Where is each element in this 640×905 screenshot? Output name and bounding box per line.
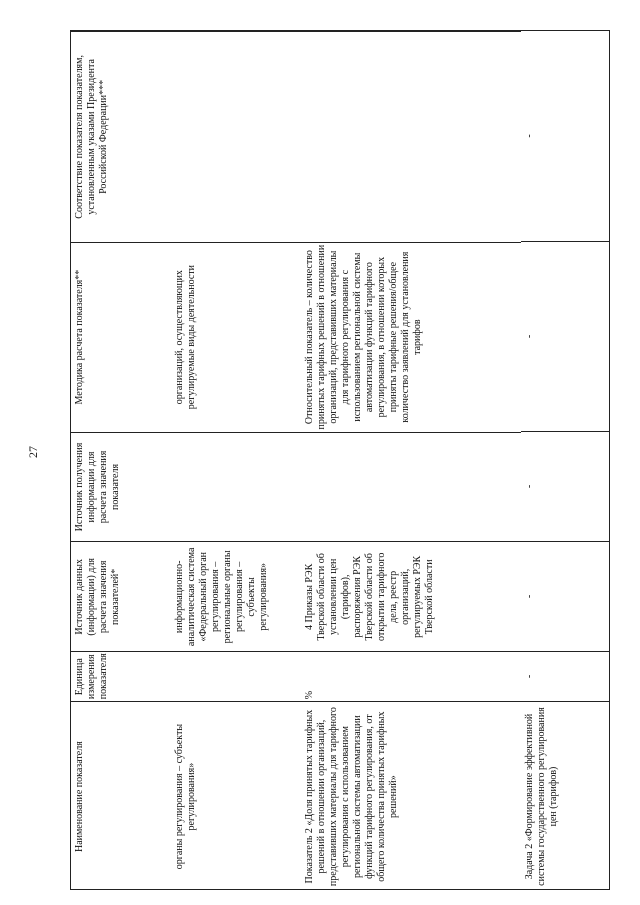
header-method: Методика расчета показателя**	[71, 242, 171, 432]
header-name: Наименование показателя	[71, 701, 171, 890]
row2-name: Показатель 2 «Доля принятых тарифных решений в отношении организаций, представивших материалы для тарифного регулирования с использованием региональной системы автоматизации функций тарифного регулирования, от общего количества принятых тарифных решений»	[301, 701, 521, 890]
row3-unit: -	[521, 651, 610, 701]
header-data-source: Источник данных (информации) для расчета значения показателей*	[71, 541, 171, 651]
row2-info-source	[301, 432, 521, 542]
row3-info-source: -	[521, 431, 610, 541]
row1-data-source: информационно-аналитическая система «Федеральный орган регулирования – региональные органы регулирования – субъекты регулирования»	[171, 541, 301, 651]
table-row	[521, 31, 610, 890]
row1-name: органы регулирования – субъекты регулирования»	[171, 701, 301, 890]
row2-compliance	[301, 32, 521, 242]
header-compliance: Соответствие показателя показателям, установленным указами Президента Российской Федерации***	[74, 55, 109, 219]
row3-name: Задача 2 «Формирование эффективной системы государственного регулирования цен (тарифов)	[521, 701, 610, 890]
row3-method: -	[521, 241, 610, 431]
header-unit: Единица измерения показателя	[71, 651, 171, 701]
row1-compliance	[171, 32, 301, 242]
row3-compliance: -	[524, 134, 535, 138]
table-header-row	[71, 31, 171, 890]
row1-unit	[171, 651, 301, 701]
header-info-source: Источник получения информации для расчета значения показателя	[71, 432, 171, 542]
page-number: 27	[26, 446, 40, 458]
indicator-table	[70, 30, 610, 890]
row2-method: Относительный показатель – количество принятых тарифных решений в отношении организаций, представивших материалы для тарифного регулирования с использованием региональной системы автоматизации функций тарифного регулирования, в отношении которых приняты тарифные решения/общее количество заявлений для установления тарифов	[301, 242, 521, 432]
row3-data-source: -	[521, 541, 610, 651]
table-row	[301, 31, 521, 890]
row1-info-source	[171, 432, 301, 542]
row1-method: организаций, осуществляющих регулируемые виды деятельности	[171, 242, 301, 432]
row2-unit: %	[301, 651, 521, 701]
table-row	[171, 31, 301, 890]
row2-data-source: 4 Приказы РЭК Тверской области об установлении цен (тарифов), распоряжения РЭК Тверской области об открытии тарифного дела, реестр организаций, регулируемых РЭК Тверской области	[301, 541, 521, 651]
